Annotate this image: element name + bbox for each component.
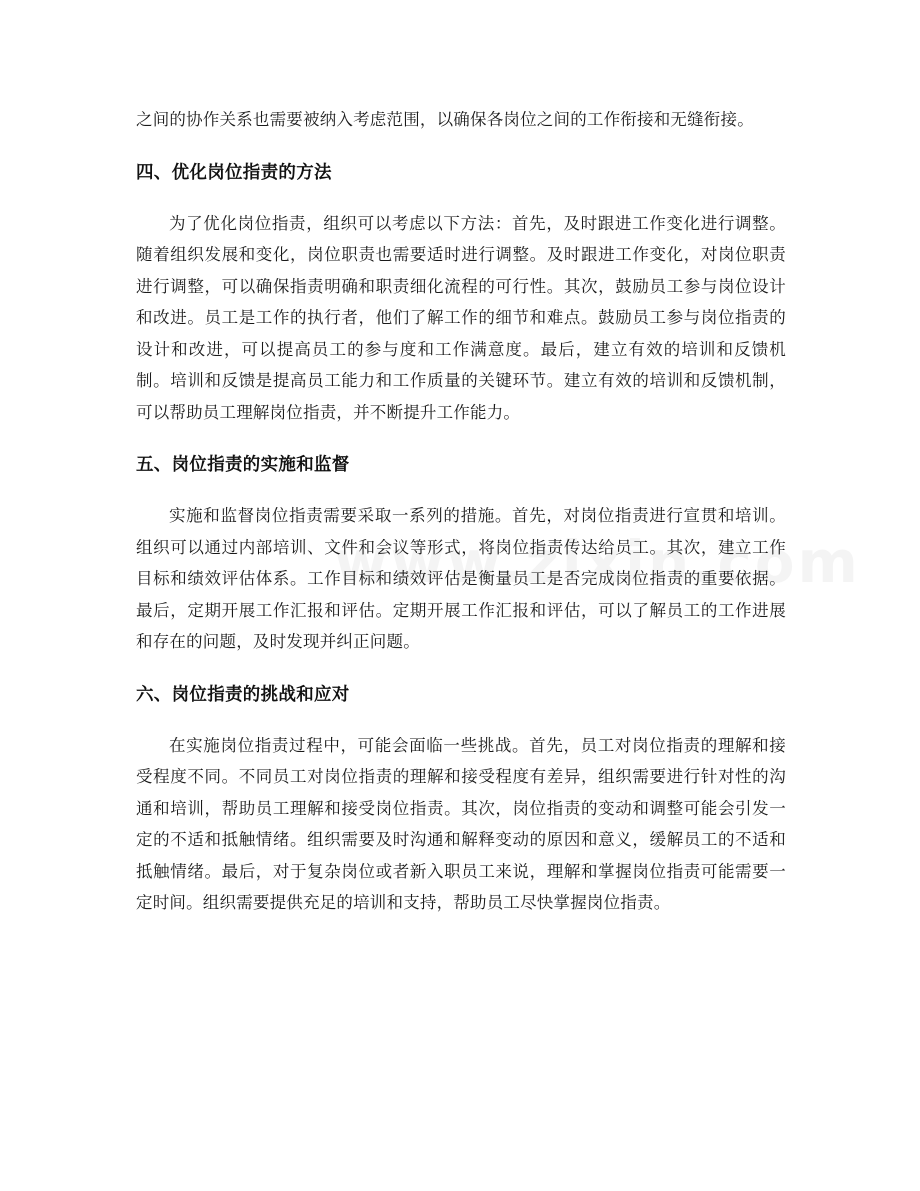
section-heading-4: 四、优化岗位指责的方法 [136,162,332,183]
section-paragraph-4: 为了优化岗位指责，组织可以考虑以下方法：首先，及时跟进工作变化进行调整。随着组织发展和变化，岗位职责也需要适时进行调整。及时跟进工作变化，对岗位职责进行调整，可以确保指责明确和职责细化流程的可行性。其次，鼓励员工参与岗位设计和改进。员工是工作的执行者，他们了解工作的细节和难点。鼓励员工参与岗位指责的设计和改进，可以提高员工的参与度和工作满意度。最后，建立有效的培训和反馈机制。培训和反馈是提高员工能力和工作质量的关键环节。建立有效的培训和反馈机制，可以帮助员工理解岗位指责，并不断提升工作能力。 [136,213,786,422]
continuation-paragraph: 之间的协作关系也需要被纳入考虑范围，以确保各岗位之间的工作衔接和无缝衔接。 [136,110,754,129]
section-heading-5: 五、岗位指责的实施和监督 [136,455,350,475]
section-heading-6: 六、岗位指责的挑战和应对 [136,684,350,705]
document-body [136,104,786,919]
section-paragraph-5: 实施和监督岗位指责需要采取一系列的措施。首先，对岗位指责进行宣贯和培训。组织可以通过内部培训、文件和会议等形式，将岗位指责传达给员工。其次，建立工作目标和绩效评估体系。工作目标和绩效评估是衡量员工是否完成岗位指责的重要依据。最后，定期开展工作汇报和评估。定期开展工作汇报和评估，可以了解员工的工作进展和存在的问题，及时发现并纠正问题。 [136,506,786,651]
section-paragraph-6: 在实施岗位指责过程中，可能会面临一些挑战。首先，员工对岗位指责的理解和接受程度不同。不同员工对岗位指责的理解和接受程度有差异，组织需要进行针对性的沟通和培训，帮助员工理解和接受岗位指责。其次，岗位指责的变动和调整可能会引发一定的不适和抵触情绪。组织需要及时沟通和解释变动的原因和意义，缓解员工的不适和抵触情绪。最后，对于复杂岗位或者新入职员工来说，理解和掌握岗位指责可能需要一定时间。组织需要提供充足的培训和支持，帮助员工尽快掌握岗位指责。 [136,735,786,912]
